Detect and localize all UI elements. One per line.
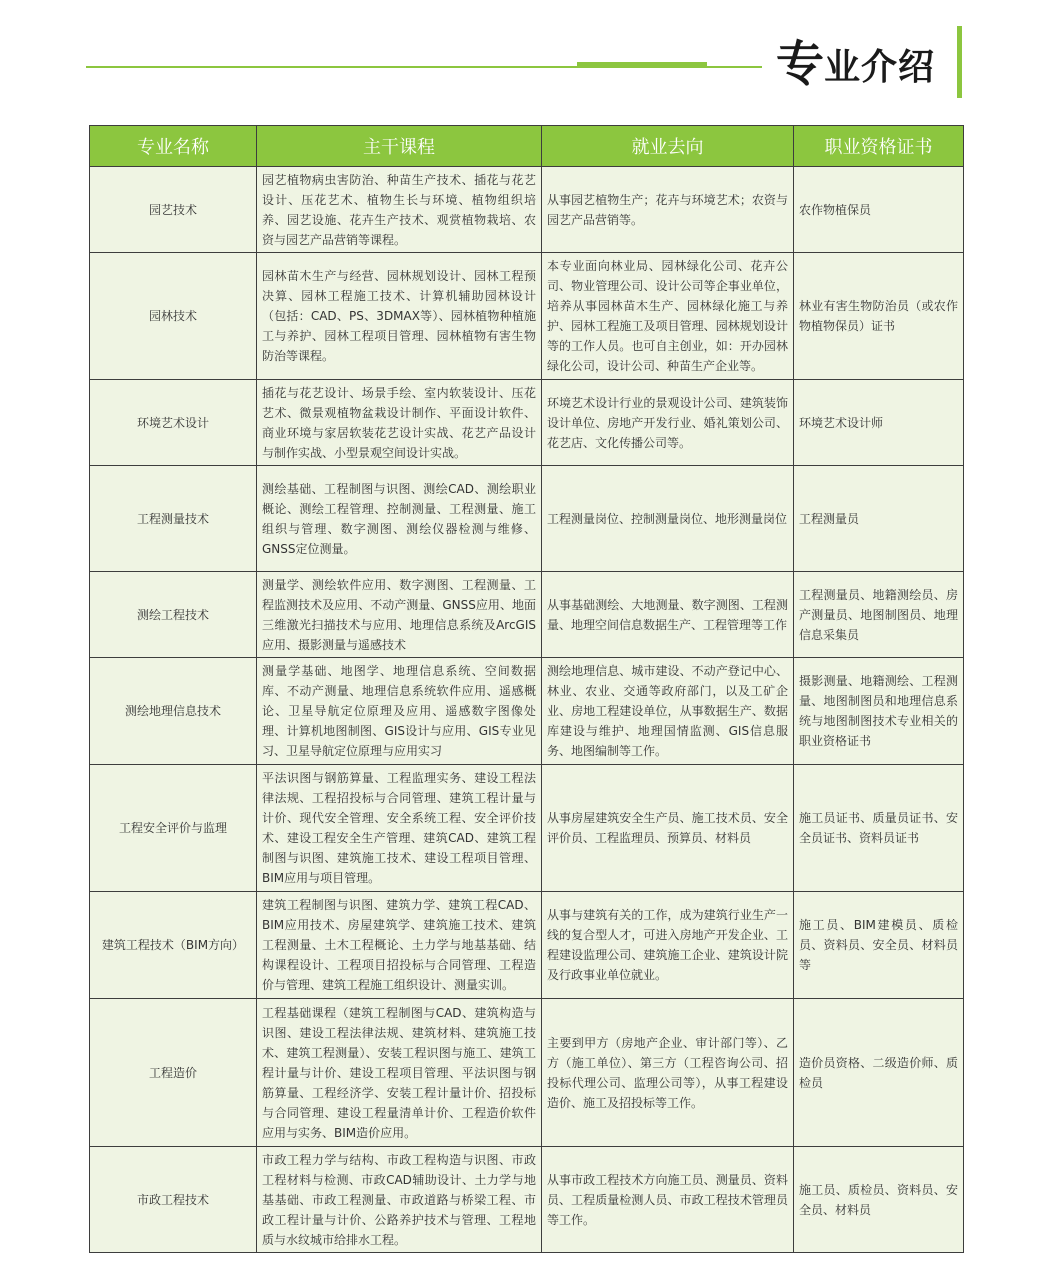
header-employment: 就业去向 [542,126,794,167]
jobs-cell: 从事基础测绘、大地测量、数字测图、工程测量、地理空间信息数据生产、工程管理等工作 [542,572,794,658]
major-name-cell: 测绘工程技术 [90,572,257,658]
page-title-rest: 业介绍 [824,47,936,88]
jobs-cell: 从事园艺植物生产；花卉与环境艺术；农资与园艺产品营销等。 [542,167,794,253]
majors-table [89,125,964,1253]
major-name-cell: 测绘地理信息技术 [90,658,257,765]
certs-cell: 农作物植保员 [794,167,964,253]
jobs-cell: 从事房屋建筑安全生产员、施工技术员、安全评价员、工程监理员、预算员、材料员 [542,765,794,892]
courses-cell: 市政工程力学与结构、市政工程构造与识图、市政工程材料与检测、市政CAD辅助设计、土力学与地基基础、市政工程测量、市政道路与桥梁工程、市政工程计量与计价、公路养护技术与管理、工程地质与水纹城市给排水工程。 [257,1147,542,1253]
courses-cell: 测绘基础、工程制图与识图、测绘CAD、测绘职业概论、测绘工程管理、控制测量、工程测量、施工组织与管理、数字测图、测绘仪器检测与维修、GNSS定位测量。 [257,466,542,572]
courses-cell: 园艺植物病虫害防治、种苗生产技术、插花与花艺设计、压花艺术、植物生长与环境、植物组织培养、园艺设施、花卉生产技术、观赏植物栽培、农资与园艺产品营销等课程。 [257,167,542,253]
major-name-cell: 工程造价 [90,999,257,1147]
table-row [90,765,964,892]
major-name-cell: 园艺技术 [90,167,257,253]
certs-cell: 施工员证书、质量员证书、安全员证书、资料员证书 [794,765,964,892]
courses-cell: 插花与花艺设计、场景手绘、室内软装设计、压花艺术、微景观植物盆栽设计制作、平面设计软件、商业环境与家居软装花艺设计实战、花艺产品设计与制作实战、小型景观空间设计实战。 [257,380,542,466]
header-certificates: 职业资格证书 [794,126,964,167]
certs-cell: 环境艺术设计师 [794,380,964,466]
courses-cell: 测量学基础、地图学、地理信息系统、空间数据库、不动产测量、地理信息系统软件应用、遥感概论、卫星导航定位原理及应用、遥感数字图像处理、计算机地图制图、GIS设计与应用、GIS专业见习、卫星导航定位原理与应用实习 [257,658,542,765]
table-row [90,253,964,380]
major-name-cell: 建筑工程技术（BIM方向） [90,892,257,999]
jobs-cell: 从事与建筑有关的工作，成为建筑行业生产一线的复合型人才，可进入房地产开发企业、工程建设监理公司、建筑施工企业、建筑设计院及行政事业单位就业。 [542,892,794,999]
courses-cell: 建筑工程制图与识图、建筑力学、建筑工程CAD、BIM应用技术、房屋建筑学、建筑施工技术、建筑工程测量、土木工程概论、土力学与地基基础、结构课程设计、工程项目招投标与合同管理、工程造价与管理、建筑工程施工组织设计、测量实训。 [257,892,542,999]
header-major-name: 专业名称 [90,126,257,167]
courses-cell: 工程基础课程（建筑工程制图与CAD、建筑构造与识图、建设工程法律法规、建筑材料、建筑施工技术、建筑工程测量）、安装工程识图与施工、建筑工程计量与计价、建设工程项目管理、平法识图与钢筋算量、工程经济学、安装工程计量计价、招投标与合同管理、建设工程量清单计价、工程造价软件应用与实务、BIM造价应用。 [257,999,542,1147]
table-row [90,167,964,253]
major-name-cell: 工程安全评价与监理 [90,765,257,892]
table-row [90,466,964,572]
table-row [90,892,964,999]
certs-cell: 造价员资格、二级造价师、质检员 [794,999,964,1147]
page-title [776,30,951,90]
courses-cell: 园林苗木生产与经营、园林规划设计、园林工程预决算、园林工程施工技术、计算机辅助园林设计（包括：CAD、PS、3DMAX等）、园林植物种植施工与养护、园林工程项目管理、园林植物有害生物防治等课程。 [257,253,542,380]
certs-cell: 林业有害生物防治员（或农作物植物保员）证书 [794,253,964,380]
jobs-cell: 主要到甲方（房地产企业、审计部门等）、乙方（施工单位）、第三方（工程咨询公司、招投标代理公司、监理公司等），从事工程建设造价、施工及招投标等工作。 [542,999,794,1147]
jobs-cell: 工程测量岗位、控制测量岗位、地形测量岗位 [542,466,794,572]
table-row [90,380,964,466]
certs-cell: 施工员、BIM建模员、质检员、资料员、安全员、材料员等 [794,892,964,999]
header-vertical-bar [957,26,962,98]
courses-cell: 测量学、测绘软件应用、数字测图、工程测量、工程监测技术及应用、不动产测量、GNSS应用、地面三维激光扫描技术与应用、地理信息系统及ArcGIS应用、摄影测量与遥感技术 [257,572,542,658]
certs-cell: 工程测量员、地籍测绘员、房产测量员、地图制图员、地理信息采集员 [794,572,964,658]
table-row [90,658,964,765]
jobs-cell: 从事市政工程技术方向施工员、测量员、资料员、工程质量检测人员、市政工程技术管理员等工作。 [542,1147,794,1253]
courses-cell: 平法识图与钢筋算量、工程监理实务、建设工程法律法规、工程招投标与合同管理、建筑工程计量与计价、现代安全管理、安全系统工程、安全评价技术、建设工程安全生产管理、建筑CAD、建筑工程制图与识图、建筑施工技术、建设工程项目管理、BIM应用与项目管理。 [257,765,542,892]
jobs-cell: 本专业面向林业局、园林绿化公司、花卉公司、物业管理公司、设计公司等企事业单位，培养从事园林苗木生产、园林绿化施工与养护、园林工程施工及项目管理、园林规划设计等的工作人员。也可自主创业，如：开办园林绿化公司，设计公司、种苗生产企业等。 [542,253,794,380]
certs-cell: 工程测量员 [794,466,964,572]
major-name-cell: 环境艺术设计 [90,380,257,466]
header-main-courses: 主干课程 [257,126,542,167]
major-name-cell: 工程测量技术 [90,466,257,572]
jobs-cell: 测绘地理信息、城市建设、不动产登记中心、林业、农业、交通等政府部门，以及工矿企业、房地工程建设单位，从事数据生产、数据库建设与维护、地理国情监测、GIS信息服务、地图编制等工作。 [542,658,794,765]
major-name-cell: 园林技术 [90,253,257,380]
table-header-row [90,126,964,167]
table-row [90,1147,964,1253]
table-row [90,999,964,1147]
certs-cell: 施工员、质检员、资料员、安全员、材料员 [794,1147,964,1253]
jobs-cell: 环境艺术设计行业的景观设计公司、建筑装饰设计单位、房地产开发行业、婚礼策划公司、花艺店、文化传播公司等。 [542,380,794,466]
certs-cell: 摄影测量、地籍测绘、工程测量、地图制图员和地理信息系统与地图制图技术专业相关的职业资格证书 [794,658,964,765]
header-accent-bar [577,62,707,68]
major-name-cell: 市政工程技术 [90,1147,257,1253]
table-row [90,572,964,658]
page-title-big: 专 [776,36,825,92]
